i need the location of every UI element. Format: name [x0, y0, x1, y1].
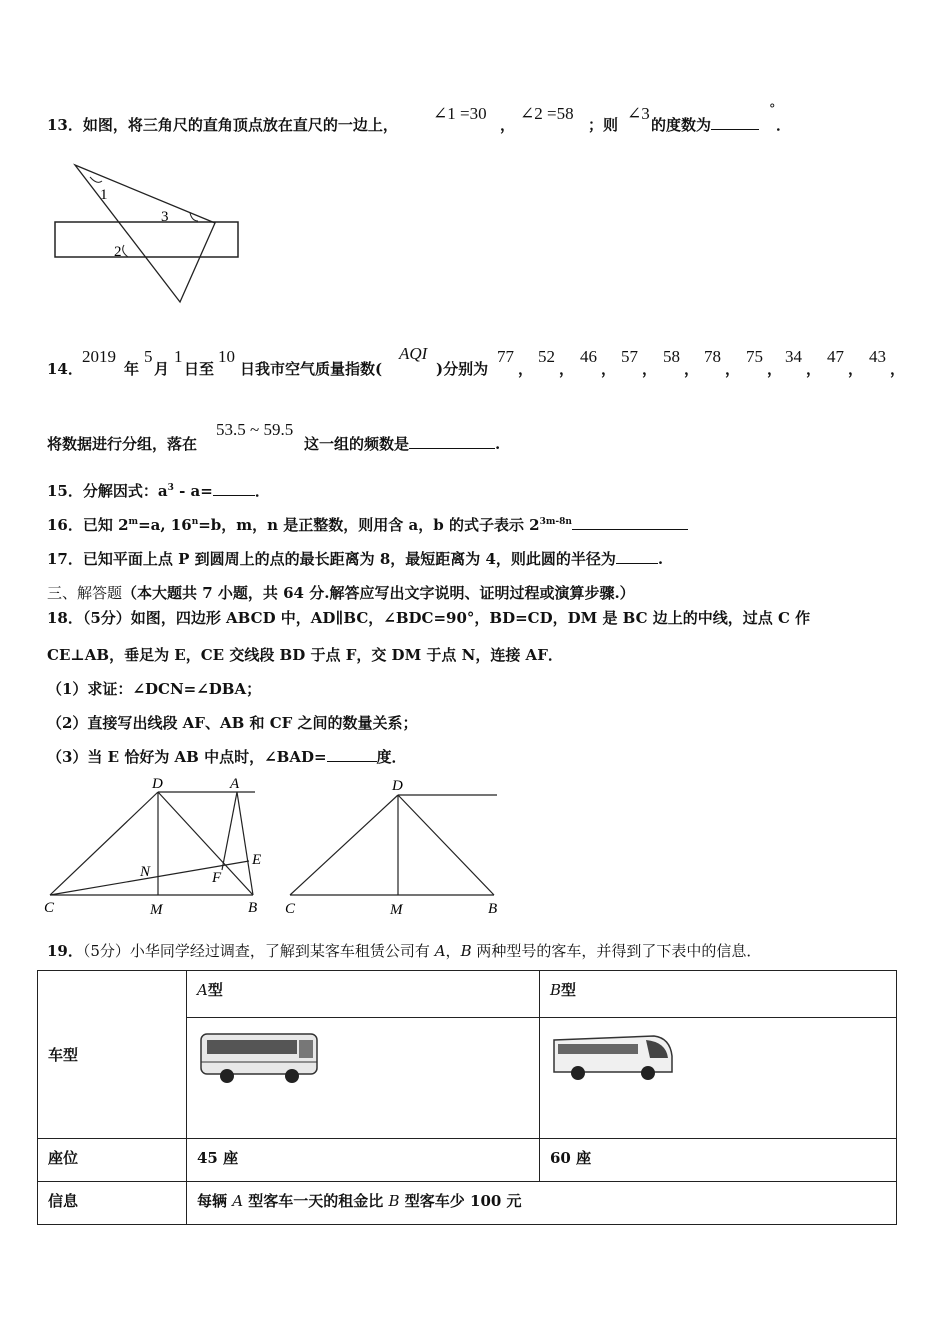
q14-sep-1: ，: [559, 360, 575, 378]
q14-day2: 10: [218, 347, 235, 366]
q16-s1: m: [128, 517, 139, 527]
q13-text2: ；则: [588, 116, 619, 134]
label-3: 3: [161, 209, 169, 225]
q14-sep-4: ，: [684, 360, 700, 378]
q13-angle3: ∠3: [627, 104, 650, 123]
q19-number: 19．: [47, 942, 83, 960]
q18-sub3: [47, 746, 407, 767]
q13-degree: °: [769, 102, 776, 117]
fig2-label-C: C: [285, 901, 296, 917]
angle2-arc: [123, 245, 128, 257]
row-vehicle-header: 车型: [38, 971, 187, 1139]
q15-text2: - a=: [173, 482, 213, 500]
q14-day1: 1: [174, 347, 183, 366]
fig2-label-D: D: [392, 778, 403, 794]
q14-sep-6: ，: [767, 360, 783, 378]
q16-t2: =a, 16: [138, 516, 192, 534]
fig1-label-C: C: [44, 900, 55, 916]
q15-answer-blank[interactable]: [213, 481, 255, 496]
q14-text1: 日我市空气质量指数(: [240, 360, 383, 378]
q14-year: 2019: [82, 347, 116, 366]
section3-note: （本大题共 7 小题，共 64 分.解答应写出文字说明、证明过程或演算步骤.）: [122, 584, 635, 602]
q14-sep-9: ，: [890, 360, 906, 378]
q17-number: 17．: [47, 550, 83, 568]
fig1-label-F: F: [212, 870, 222, 886]
q14-text4-line: [304, 433, 500, 454]
fig1-label-A: A: [230, 776, 240, 792]
fig2-label-B: B: [488, 901, 498, 917]
q16-s2: n: [191, 517, 199, 527]
q19-A: A: [434, 942, 446, 960]
q14-nian: 年: [124, 360, 140, 378]
q19-line: [47, 940, 761, 961]
q18-sub3a: （3）当 E 恰好为 AB 中点时，∠BAD=: [47, 748, 327, 766]
section3-heading: [47, 582, 635, 603]
seat-a-value: 45 座: [187, 1139, 540, 1182]
fig1-label-E: E: [252, 852, 262, 868]
q14-text3: 将数据进行分组，落在: [47, 435, 198, 453]
q18-line1-text: （5分）如图，四边形 ABCD 中，AD∥BC，∠BDC=90°，BD=CD，DM 是 BC 边上的中线，过点 C 作: [82, 609, 811, 627]
info-B: B: [388, 1192, 400, 1210]
q15-line: [47, 480, 270, 501]
q13-number: 13．: [47, 116, 83, 134]
q16-s3: 3m-8n: [539, 517, 572, 527]
fig1-label-D: D: [152, 776, 163, 792]
q15-text: 分解因式：a: [82, 482, 168, 500]
q18-sub2: （2）直接写出线段 AF、AB 和 CF 之间的数量关系；: [47, 714, 418, 732]
q13-text: 如图，将三角尺的直角顶点放在直尺的一边上，: [82, 116, 398, 134]
q14-sep-7: ，: [806, 360, 822, 378]
q19-table: [37, 970, 897, 1225]
info-A: A: [232, 1192, 244, 1210]
info-part1: 每辆: [197, 1192, 233, 1210]
q13-figure: [40, 155, 260, 315]
q14-end: .: [495, 435, 501, 453]
bus-a-cell: [187, 1018, 540, 1139]
q14-sep-0: ，: [518, 360, 534, 378]
q14-value-3: 57: [621, 347, 638, 366]
q19-text2: 两种型号的客车，并得到了下表中的信息．: [471, 942, 762, 960]
row-info-header: 信息: [38, 1182, 187, 1225]
q14-sep-3: ，: [642, 360, 658, 378]
q14-value-1: 52: [538, 347, 555, 366]
q16-number: 16．: [47, 516, 83, 534]
q18-sub1: （1）求证：∠DCN=∠DBA；: [47, 680, 262, 698]
q14-value-0: 77: [497, 347, 514, 366]
q18-number: 18．: [47, 609, 83, 627]
bus-a-image: [197, 1026, 322, 1086]
q13-answer-blank[interactable]: [711, 115, 759, 130]
angle1-arc: [90, 177, 102, 182]
info-part3: 型客车少 100 元: [399, 1192, 522, 1210]
q18-sub3b: 度．: [376, 748, 407, 766]
fig2-line-DB: [398, 795, 494, 895]
ruler: [55, 222, 238, 257]
q14-answer-blank[interactable]: [409, 434, 495, 449]
q16-line: [47, 514, 688, 535]
q18-figure-1: [40, 772, 270, 922]
q17-end: .: [657, 550, 664, 568]
q16-t3: =b，m，n 是正整数，则用含 a，b 的式子表示 2: [198, 516, 540, 534]
q17-text: 已知平面上点 P 到圆周上的点的最长距离为 8，最短距离为 4，则此圆的半径为: [82, 550, 616, 568]
q13-angle2: ∠2 =58: [520, 104, 574, 123]
fig1-label-B: B: [248, 900, 258, 916]
q19-B: B: [460, 942, 472, 960]
line-AF: [222, 792, 237, 870]
col-a-label: 型: [207, 981, 223, 999]
col-b-letter: B: [550, 981, 562, 999]
q16-t1: 已知 2: [82, 516, 129, 534]
section3-title: 三、解答题: [47, 584, 123, 602]
col-a-letter: A: [197, 981, 208, 999]
q15-number: 15．: [47, 482, 83, 500]
info-value: [187, 1182, 897, 1225]
q13-text3: [651, 114, 759, 135]
col-a-header: [187, 971, 540, 1018]
q14-value-4: 58: [663, 347, 680, 366]
label-2: 2: [114, 244, 122, 260]
row-seat-header: 座位: [38, 1139, 187, 1182]
col-b-header: [540, 971, 897, 1018]
q14-text4: 这一组的频数是: [304, 435, 410, 453]
q15-sup: 3: [167, 483, 174, 493]
q16-answer-blank[interactable]: [572, 515, 688, 530]
q14-value-9: 43: [869, 347, 886, 366]
q14-value-5: 78: [704, 347, 721, 366]
q14-sep-5: ，: [725, 360, 741, 378]
q14-rizhi: 日至: [184, 360, 215, 378]
bus-b-cell: [540, 1018, 897, 1139]
q14-value-6: 75: [746, 347, 763, 366]
info-part2: 型客车一天的租金比: [243, 1192, 389, 1210]
q14-value-8: 47: [827, 347, 844, 366]
q13-comma: ，: [500, 116, 516, 134]
q14-sep-2: ，: [601, 360, 617, 378]
q14-value-2: 46: [580, 347, 597, 366]
q13-line: [47, 114, 398, 135]
q14-number: 14．: [47, 360, 83, 378]
q18-answer-blank[interactable]: [327, 747, 377, 762]
col-b-label: 型: [561, 981, 577, 999]
q17-line: [47, 548, 663, 569]
fig1-label-M: M: [150, 902, 163, 918]
fig2-label-M: M: [390, 902, 403, 918]
q17-answer-blank[interactable]: [616, 549, 658, 564]
q15-end: ．: [254, 482, 270, 500]
bus-b-image: [550, 1026, 675, 1086]
line-DB: [158, 792, 253, 895]
q14-range: 53.5 ~ 59.5: [216, 420, 294, 439]
q14-value-7: 34: [785, 347, 802, 366]
q18-figure-2: [280, 772, 510, 922]
q19-text: （5分）小华同学经过调查，了解到某客车租赁公司有: [82, 942, 435, 960]
fig1-label-N: N: [140, 864, 151, 880]
q18-line2: CE⊥AB，垂足为 E，CE 交线段 BD 于点 F，交 DM 于点 N，连接 AF．: [47, 646, 563, 664]
triangle-ruler: [75, 165, 215, 302]
q14-sep-8: ，: [848, 360, 864, 378]
q13-text3-label: 的度数为: [651, 116, 712, 134]
q19-comma: ，: [445, 942, 461, 960]
q18-line1: [47, 607, 810, 628]
q13-angle1: ∠1 =30: [433, 104, 487, 123]
q14-yue: 月: [154, 360, 170, 378]
q14-text2: )分别为: [436, 360, 489, 378]
label-1: 1: [100, 187, 108, 203]
q14-aqi: AQI: [399, 344, 428, 363]
q13-end: ．: [776, 116, 792, 134]
fig2-line-DC: [290, 795, 398, 895]
q14-month: 5: [144, 347, 153, 366]
seat-b-value: 60 座: [540, 1139, 897, 1182]
